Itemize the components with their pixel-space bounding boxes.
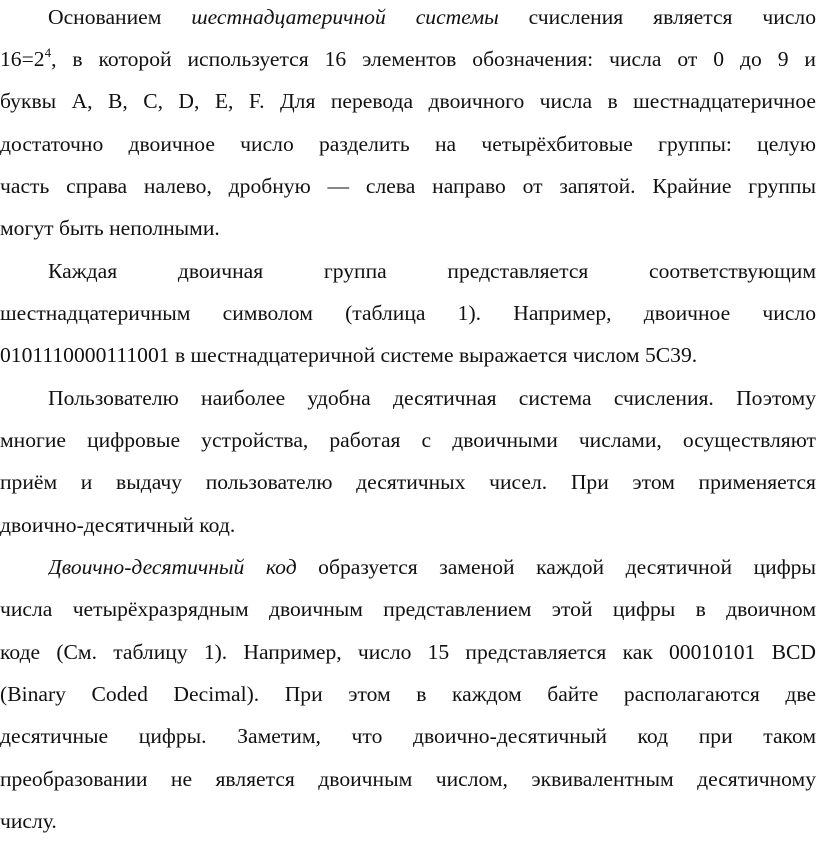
text-line: десятичные цифры. Заметим, что двоично-десятичный код при таком — [0, 724, 816, 748]
text-line: Каждая двоичная группа представляется соответствующим — [48, 259, 816, 283]
superscript: 4 — [44, 45, 52, 60]
text-line: числу. — [0, 809, 57, 833]
text-line: 0101110000111001 в шестнадцатеричной системе выражается числом 5С39. — [0, 343, 698, 367]
text-line: шестнадцатеричным символом (таблица 1). Например, двоичное число — [0, 301, 816, 325]
text-line: $16=2^4$, в которой используется 16 элементов обозначения: числа от 0 до 9 и — [0, 45, 816, 71]
text-line: часть справа налево, дробную — слева направо от запятой. Крайние группы — [0, 174, 816, 198]
text-line: приём и выдачу пользователю десятичных чисел. При этом применяется — [0, 470, 816, 494]
text-line: преобразовании не является двоичным числом, эквивалентным десятичному — [0, 767, 816, 791]
text-line: многие цифровые устройства, работая с двоичными числами, осуществляют — [0, 428, 816, 452]
text-line: Основанием шестнадцатеричной системы счисления является число — [48, 5, 816, 29]
emphasis: шестнадцатеричной системы — [191, 5, 499, 29]
text-line: достаточно двоичное число разделить на четырёхбитовые группы: целую — [0, 132, 816, 156]
text-line: могут быть неполными. — [0, 216, 220, 240]
text-line: числа четырёхразрядным двоичным представлением этой цифры в двоичном — [0, 597, 816, 621]
text-line: двоично-десятичный код. — [0, 513, 236, 537]
text-line: Двоично-десятичный код образуется заменой каждой десятичной цифры — [48, 555, 816, 579]
text-line: коде (См. таблицу 1). Например, число 15 представляется как 00010101 BCD — [0, 640, 816, 664]
text-line: Пользователю наиболее удобна десятичная система счисления. Поэтому — [48, 386, 816, 410]
text-line: буквы A, B, C, D, E, F. Для перевода двоичного числа в шестнадцатеричное — [0, 89, 816, 113]
emphasis: Двоично-десятичный код — [48, 555, 297, 579]
text-line: (Binary Coded Decimal). При этом в каждом байте располагаются две — [0, 682, 816, 706]
